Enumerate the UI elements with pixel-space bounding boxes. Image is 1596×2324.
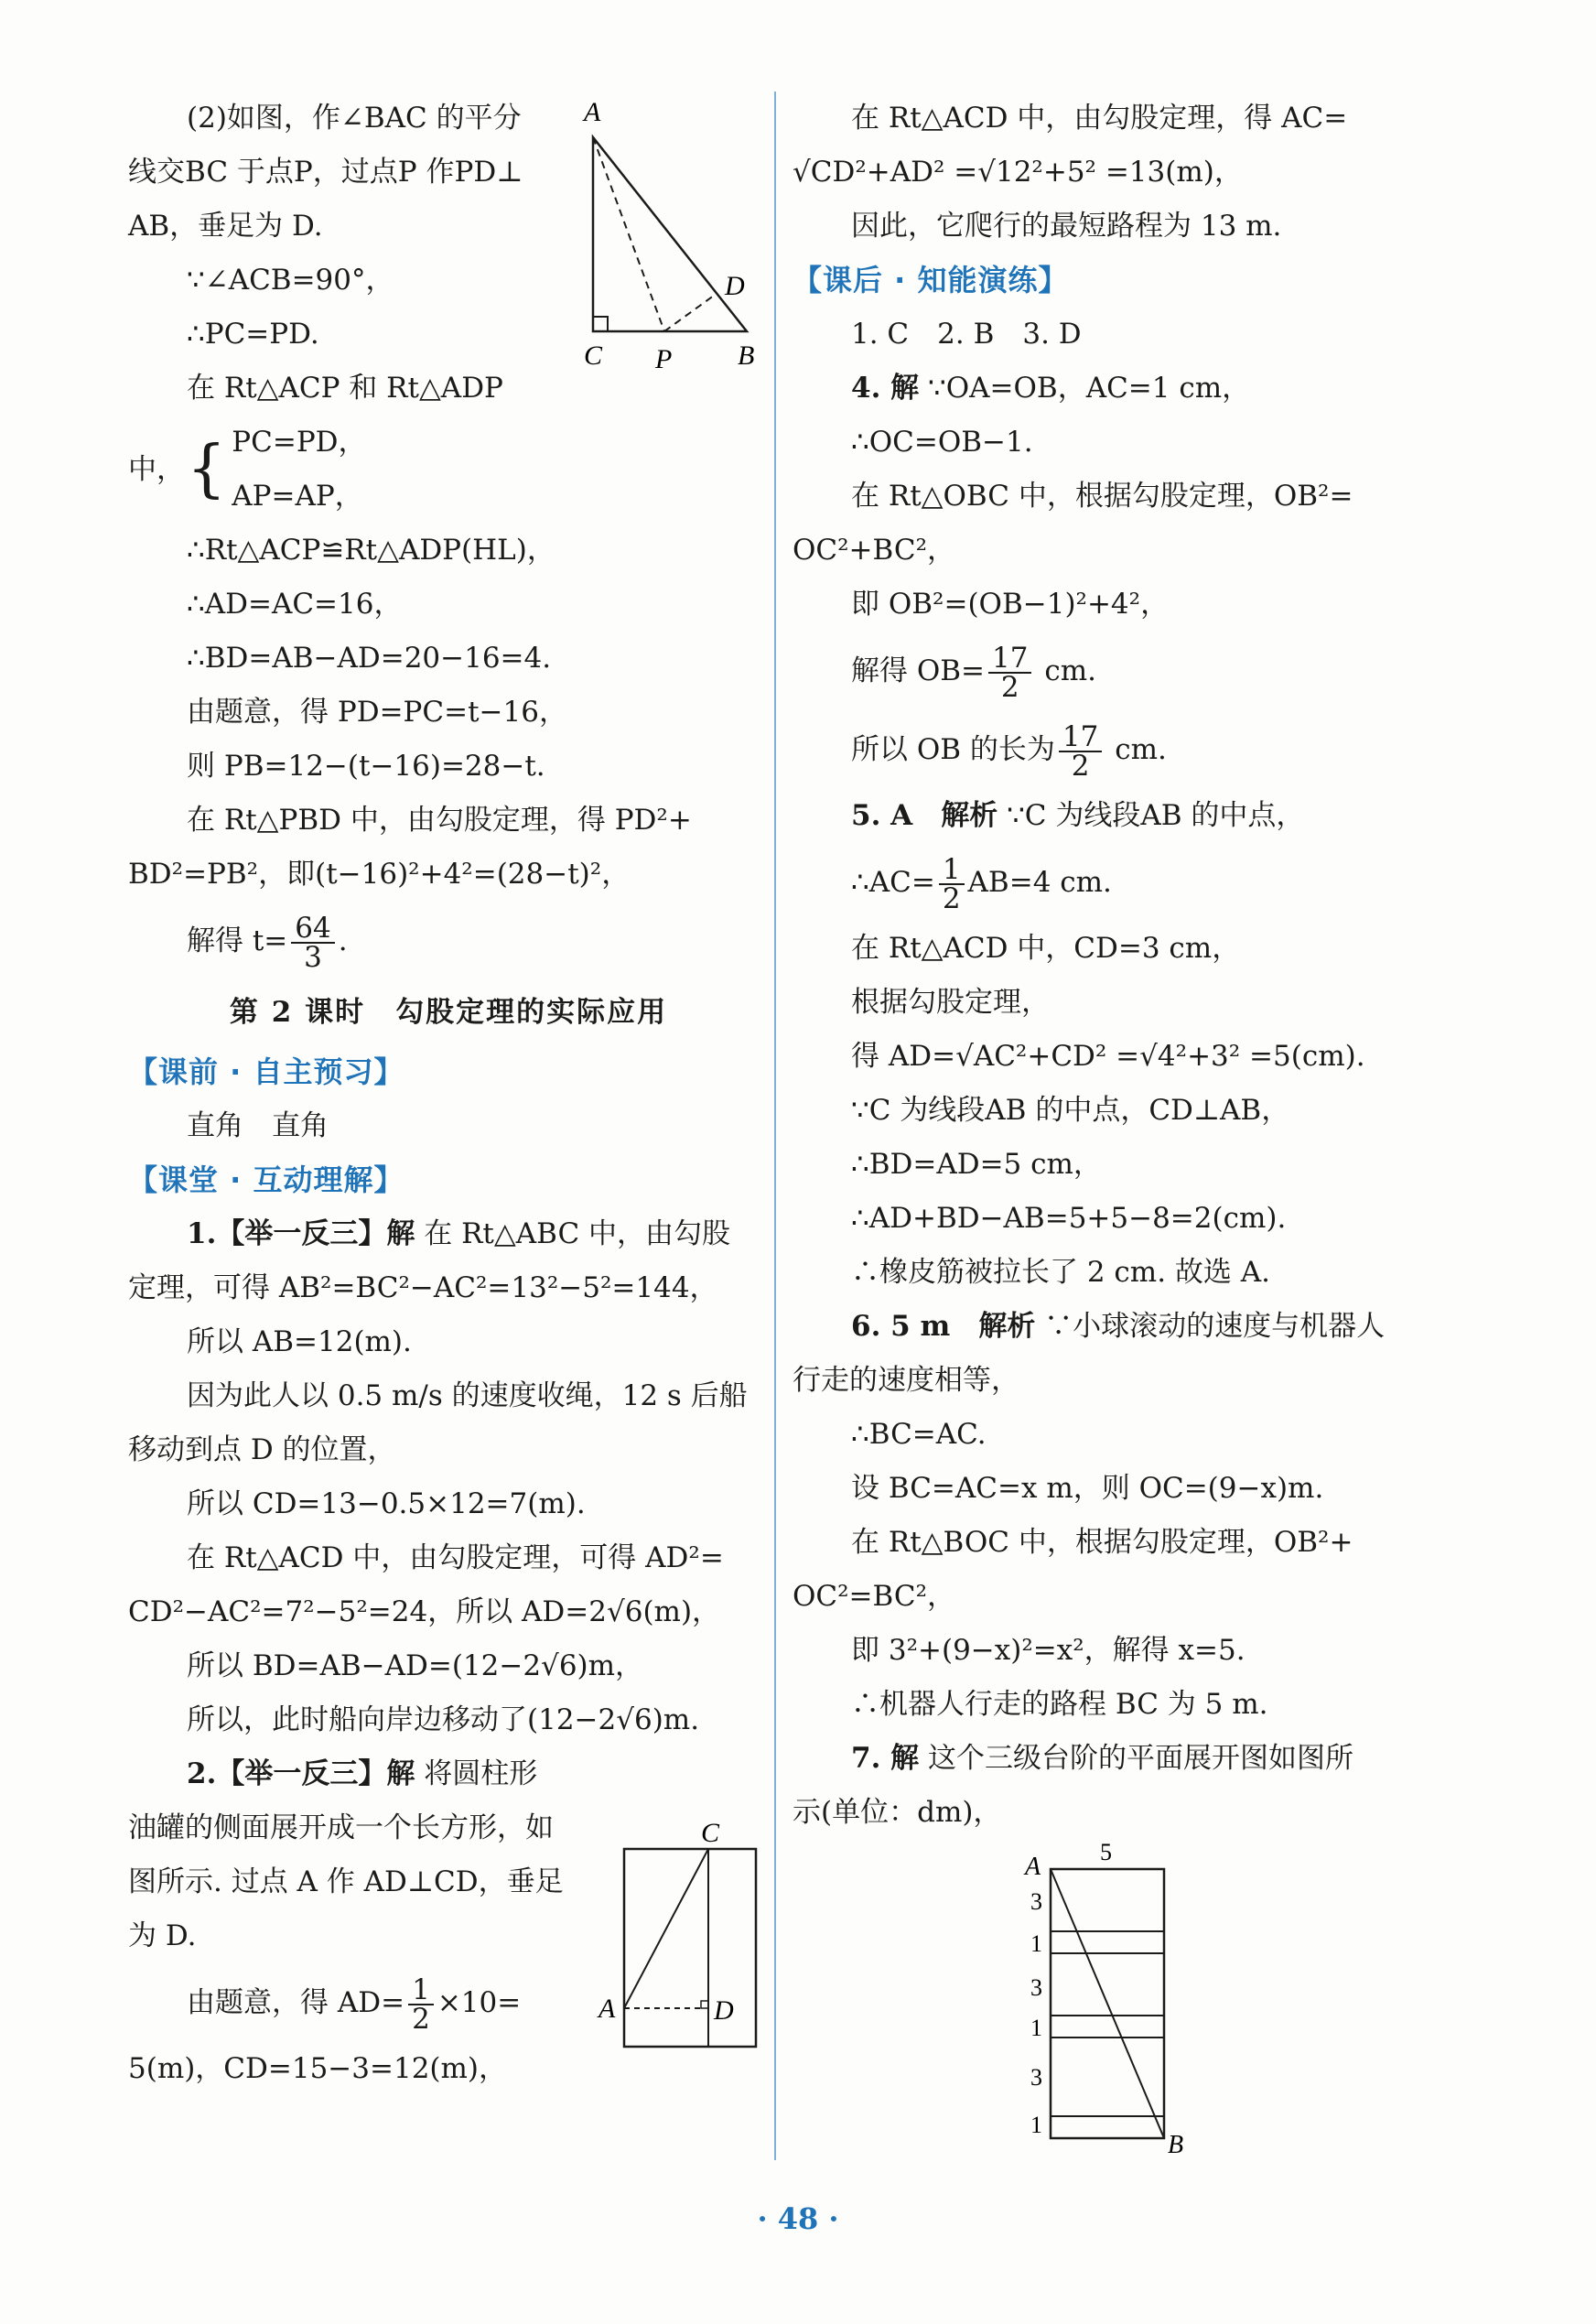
- text-line: ∴BD=AB−AD=20−16=4.: [187, 642, 552, 675]
- text-line: ∴Rt△ACP≌Rt△ADP(HL)，: [187, 534, 555, 567]
- text-span: 由题意，得 AD=: [187, 1986, 405, 2019]
- numerator: 1: [408, 1976, 434, 2005]
- text-span: ∵C 为线段AB 的中点，: [998, 799, 1305, 832]
- denominator: 2: [1000, 670, 1019, 704]
- text-span: 将圆柱形: [415, 1757, 538, 1790]
- text-line: 因此，它爬行的最短路程为 13 m.: [851, 210, 1282, 243]
- numerator: 17: [1059, 723, 1102, 752]
- text-line: ∴橡皮筋被拉长了 2 cm. 故选 A.: [851, 1256, 1270, 1289]
- label-a: A: [584, 97, 601, 127]
- text-line: BD²=PB²，即(t−16)²+4²=(28−t)²，: [128, 858, 631, 891]
- text-line: 在 Rt△ACD 中，由勾股定理，可得 AD²=: [187, 1541, 724, 1574]
- text-line: [128, 1747, 769, 1801]
- text-line: 因为此人以 0.5 m/s 的速度收绳，12 s 后船: [187, 1379, 748, 1412]
- text-line: 则 PB=12−(t−16)=28−t.: [187, 750, 545, 783]
- right-angle-mark: [701, 2001, 708, 2008]
- question-number: 7. 解: [851, 1742, 920, 1775]
- text-line: 1. C 2. B 3. D: [851, 318, 1082, 351]
- text-line: CD²−AC²=7²−5²=24，所以 AD=2√6(m)，: [128, 1595, 721, 1628]
- text-line: AB，垂足为 D.: [128, 210, 323, 243]
- path-ab: [1051, 1869, 1164, 2138]
- question-number: 4. 解: [851, 372, 920, 405]
- dim-label: 1: [1030, 2015, 1042, 2041]
- text-span: .: [338, 924, 348, 957]
- text-line: 得 AD=√AC²+CD² =√4²+3² =5(cm).: [851, 1040, 1365, 1073]
- section-header-preview: 【课前 · 自主预习】: [128, 1054, 404, 1089]
- text-span: 所以 OB 的长为: [851, 733, 1055, 766]
- label-d: D: [725, 271, 745, 301]
- text-line: AP=AP，: [232, 480, 363, 513]
- dim-label: 3: [1030, 1974, 1042, 2001]
- numerator: 64: [291, 914, 334, 944]
- dim-label: 1: [1030, 2112, 1042, 2138]
- text-line: 在 Rt△BOC 中，根据勾股定理，OB²+: [851, 1526, 1353, 1559]
- text-line: 即 3²+(9−x)²=x²，解得 x=5.: [851, 1634, 1246, 1667]
- denominator: 2: [942, 881, 961, 915]
- denominator: 3: [304, 940, 322, 974]
- text-line: 图所示. 过点 A 作 AD⊥CD，垂足: [128, 1865, 564, 1898]
- section-header-after: 【课后 · 知能演练】: [793, 263, 1069, 297]
- numerator: 17: [988, 644, 1031, 674]
- text-line: (2)如图，作∠BAC 的平分: [187, 102, 522, 135]
- fraction-line: [793, 710, 1433, 789]
- text-line: 设 BC=AC=x m，则 OC=(9−x)m.: [851, 1472, 1324, 1505]
- text-line: [793, 1732, 1433, 1786]
- text-line: [793, 362, 1433, 416]
- staircase-net-figure: [1007, 1831, 1226, 2169]
- fraction: [1059, 719, 1102, 783]
- text-span: 解得 OB=: [851, 654, 986, 687]
- right-column: [793, 92, 1433, 1840]
- text-line: [128, 1207, 769, 1261]
- text-span: cm.: [1035, 654, 1096, 687]
- text-span: cm.: [1105, 733, 1167, 766]
- fraction: [291, 911, 334, 974]
- page-number: · 48 ·: [757, 2201, 839, 2236]
- denominator: 2: [1071, 749, 1090, 783]
- brace-symbol: {: [187, 433, 227, 505]
- text-line: [793, 1300, 1433, 1354]
- dim-label: 1: [1030, 1930, 1042, 1957]
- text-span: 在 Rt△ABC 中，由勾股: [415, 1217, 731, 1250]
- text-line: 根据勾股定理，: [851, 986, 1050, 1019]
- dim-label: 5: [1100, 1839, 1112, 1865]
- label-a: A: [1025, 1853, 1041, 1881]
- text-line: 在 Rt△OBC 中，根据勾股定理，OB²=: [851, 480, 1353, 513]
- text-line: PC=PD，: [232, 426, 367, 459]
- text-line: 所以 CD=13−0.5×12=7(m).: [187, 1487, 586, 1520]
- text-line: ∴OC=OB−1.: [851, 426, 1033, 459]
- text-line: 示(单位：dm)，: [793, 1796, 1002, 1829]
- text-span: AB=4 cm.: [967, 866, 1112, 899]
- text-line: 直角 直角: [187, 1109, 329, 1142]
- question-number: 5. A 解析: [851, 799, 998, 832]
- equation-system: [128, 416, 769, 524]
- text-line: OC²=BC²，: [793, 1580, 956, 1613]
- text-line: OC²+BC²，: [793, 534, 956, 567]
- text-line: 行走的速度相等，: [793, 1364, 1019, 1397]
- angle-bisector: [593, 137, 664, 331]
- fraction-line: [128, 902, 769, 980]
- text-line: 5(m)，CD=15−3=12(m)，: [128, 2052, 508, 2085]
- numerator: 1: [939, 856, 965, 885]
- text-span: ×10=: [437, 1986, 522, 2019]
- text-line: 由题意，得 PD=PC=t−16，: [187, 696, 567, 729]
- text-line: 中，: [128, 452, 185, 486]
- text-line: 在 Rt△ACD 中，CD=3 cm，: [851, 932, 1241, 965]
- text-line: ∵∠ACB=90°，: [187, 264, 394, 297]
- triangle-figure: [567, 92, 769, 375]
- text-line: ∴PC=PD.: [187, 318, 319, 351]
- text-line: ∴BC=AC.: [851, 1418, 987, 1451]
- column-divider: [774, 92, 776, 2160]
- denominator: 2: [412, 2002, 430, 2036]
- fraction: [988, 641, 1031, 704]
- text-line: 在 Rt△ACD 中，由勾股定理，得 AC=: [851, 102, 1348, 135]
- right-angle-mark: [593, 317, 608, 331]
- text-span: 解得 t=: [187, 924, 288, 957]
- label-a: A: [598, 1994, 616, 2024]
- dim-label: 3: [1030, 1888, 1042, 1915]
- section-header-class: 【课堂 · 互动理解】: [128, 1162, 404, 1197]
- text-line: 定理，可得 AB²=BC²−AC²=13²−5²=144，: [128, 1271, 718, 1304]
- text-line: 所以 BD=AB−AD=(12−2√6)m，: [187, 1649, 644, 1682]
- label-b: B: [1168, 2131, 1184, 2159]
- question-number: 2.【举一反三】解: [187, 1757, 415, 1790]
- fraction: [408, 1973, 434, 2036]
- fraction-line: [793, 843, 1433, 922]
- text-line: 为 D.: [128, 1919, 197, 1952]
- label-p: P: [655, 344, 673, 374]
- text-line: 即 OB²=(OB−1)²+4²，: [851, 588, 1170, 621]
- text-line: [793, 789, 1433, 843]
- text-line: ∵C 为线段AB 的中点，CD⊥AB，: [851, 1094, 1290, 1127]
- label-c: C: [584, 340, 603, 371]
- left-column: [128, 92, 769, 2096]
- dim-label: 3: [1030, 2064, 1042, 2091]
- perpendicular-pd: [664, 293, 717, 331]
- text-line: 在 Rt△ACP 和 Rt△ADP: [187, 372, 503, 405]
- text-line: ∴AD=AC=16，: [187, 588, 403, 621]
- fraction: [939, 852, 965, 915]
- path-ac: [624, 1849, 708, 2008]
- text-line: √CD²+AD² =√12²+5² =13(m)，: [793, 156, 1243, 189]
- text-span: ∵OA=OB，AC=1 cm，: [919, 372, 1251, 405]
- triangle-outline: [593, 137, 747, 331]
- text-span: ∵小球滚动的速度与机器人: [1035, 1310, 1386, 1343]
- cylinder-net-figure: [595, 1811, 769, 2058]
- lesson-title: 第 2 课时 勾股定理的实际应用: [229, 996, 668, 1029]
- label-d: D: [714, 1995, 734, 2026]
- text-line: ∴机器人行走的路程 BC 为 5 m.: [851, 1688, 1268, 1721]
- label-c: C: [701, 1818, 720, 1848]
- text-line: 所以 AB=12(m).: [187, 1325, 412, 1358]
- text-line: 油罐的侧面展开成一个长方形，如: [128, 1811, 554, 1844]
- text-line: 线交BC 于点P，过点P 作PD⊥: [128, 156, 523, 189]
- text-span: 这个三级台阶的平面展开图如图所: [919, 1742, 1354, 1775]
- question-number: 6. 5 m 解析: [851, 1310, 1036, 1343]
- fraction-line: [793, 632, 1433, 710]
- text-line: ∴BD=AD=5 cm，: [851, 1148, 1102, 1181]
- text-line: 所以，此时船向岸边移动了(12−2√6)m.: [187, 1703, 700, 1736]
- label-b: B: [738, 340, 755, 371]
- question-number: 1.【举一反三】解: [187, 1217, 415, 1250]
- text-span: ∴AC=: [851, 866, 935, 899]
- net-rectangle: [624, 1849, 756, 2047]
- text-line: ∴AD+BD−AB=5+5−8=2(cm).: [851, 1202, 1287, 1235]
- text-line: 移动到点 D 的位置，: [128, 1433, 396, 1466]
- text-line: 在 Rt△PBD 中，由勾股定理，得 PD²+: [187, 804, 692, 837]
